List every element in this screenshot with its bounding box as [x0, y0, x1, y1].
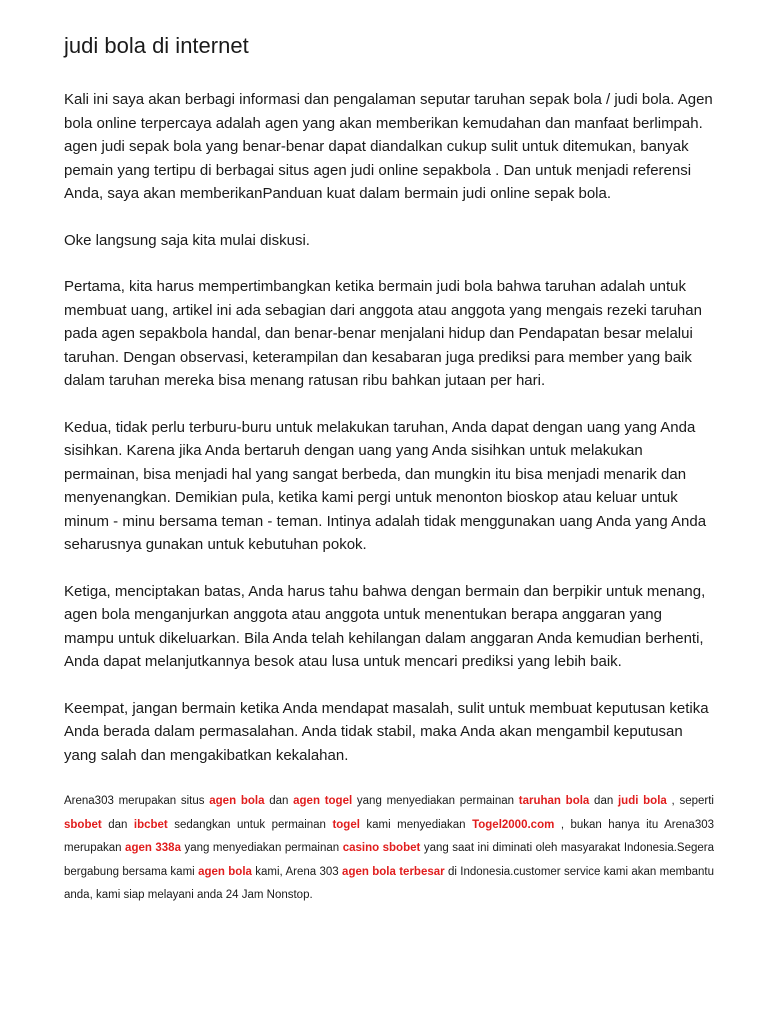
- document-page: [64, 30, 714, 908]
- link-togel2000[interactable]: Togel2000.com: [472, 818, 555, 831]
- link-ibcbet[interactable]: ibcbet: [133, 818, 168, 831]
- paragraph-fourth-tip: Keempat, jangan bermain ketika Anda mendapat masalah, sulit untuk membuat keputusan ketika Anda berada dalam permasalahan. Anda tidak stabil, maka Anda akan mengambil keputusan yang salah dan mengakibatkan kekalahan.: [64, 699, 709, 764]
- link-agen-bola-terbesar[interactable]: agen bola terbesar: [342, 865, 445, 878]
- paragraph-intro: Kali ini saya akan berbagi informasi dan pengalaman seputar taruhan sepak bola / judi bola. Agen bola online terpercaya adalah agen yang akan memberikan kemudahan dan manfaat berlimpah. agen judi sepak bola yang benar-benar dapat diandalkan cukup sulit untuk ditemukan, banyak pemain yang tertipu di berbagai situs agen judi online sepakbola . Dan untuk menjadi referensi Anda, saya akan memberikanPanduan kuat dalam bermain judi online sepak bola.: [64, 91, 713, 202]
- document-title: judi bola di internet: [64, 33, 249, 58]
- promo-text: kami, Arena 303: [251, 865, 343, 878]
- promo-text: sedangkan untuk permainan: [167, 818, 333, 831]
- link-casino-sbobet[interactable]: casino sbobet: [342, 842, 421, 854]
- link-judi-bola[interactable]: judi bola: [617, 795, 667, 807]
- link-agen-bola[interactable]: agen bola: [209, 795, 265, 807]
- promo-text: dan: [101, 818, 134, 831]
- promo-text: , bukan hanya itu Arena303 merupakan: [64, 818, 715, 854]
- promo-text: di Indonesia.customer service kami akan membantu anda, kami siap melayani anda 24 Jam Nonstop.: [64, 865, 715, 901]
- link-agen-338a[interactable]: agen 338a: [125, 842, 181, 854]
- promo-text: Arena303 merupakan situs: [64, 795, 210, 807]
- promo-text: , seperti: [666, 795, 714, 807]
- paragraph-second-tip: Kedua, tidak perlu terburu-buru untuk melakukan taruhan, Anda dapat dengan uang yang Anda sisihkan. Karena jika Anda bertaruh dengan uang yang Anda sisihkan untuk melakukan permainan, bisa menjadi hal yang sangat berbeda, dan mungkin itu bisa menjadi menarik dan menyenangkan. Demikian pula, ketika kami pergi untuk menonton bioskop atau keluar untuk minum - minu bersama teman - teman. Intinya adalah tidak menggunakan uang Anda yang Anda seharusnya gunakan untuk kebutuhan pokok.: [64, 418, 707, 553]
- promo-text: yang menyediakan permainan: [352, 795, 519, 807]
- promo-text: kami menyediakan: [359, 818, 473, 831]
- link-sbobet[interactable]: sbobet: [64, 818, 102, 831]
- link-togel[interactable]: togel: [332, 818, 360, 831]
- promo-text: yang menyediakan permainan: [180, 842, 343, 854]
- promo-text: yang saat ini diminati oleh masyarakat Indonesia.Segera bergabung bersama kami: [64, 842, 714, 878]
- link-agen-togel[interactable]: agen togel: [293, 795, 353, 807]
- link-taruhan-bola[interactable]: taruhan bola: [518, 795, 590, 807]
- link-agen-bola-2[interactable]: agen bola: [198, 865, 252, 878]
- paragraph-first-tip: Pertama, kita harus mempertimbangkan ketika bermain judi bola bahwa taruhan adalah untuk membuat uang, artikel ini ada sebagian dari anggota atau anggota yang mengais rezeki taruhan pada agen sepakbola handal, dan benar-benar menjalani hidup dan Pendapatan besar melalui taruhan. Dengan observasi, keterampilan dan kesabaran juga prediksi para member yang baik dalam taruhan mereka bisa menang ratusan ribu bahkan jutaan per hari.: [64, 278, 702, 389]
- paragraph-third-tip: Ketiga, menciptakan batas, Anda harus tahu bahwa dengan bermain dan berpikir untuk menang, agen bola menganjurkan anggota atau anggota untuk menentukan berapa anggaran yang mampu untuk dikeluarkan. Bila Anda telah kehilangan dalam anggaran Anda kemudian berhenti, Anda dapat melanjutkannya besok atau lusa untuk mencari prediksi yang lebih baik.: [64, 582, 706, 670]
- promo-paragraph: [64, 790, 714, 908]
- promo-text: dan: [264, 795, 294, 807]
- promo-text: dan: [589, 795, 618, 807]
- paragraph-start-discussion: Oke langsung saja kita mulai diskusi.: [64, 231, 310, 249]
